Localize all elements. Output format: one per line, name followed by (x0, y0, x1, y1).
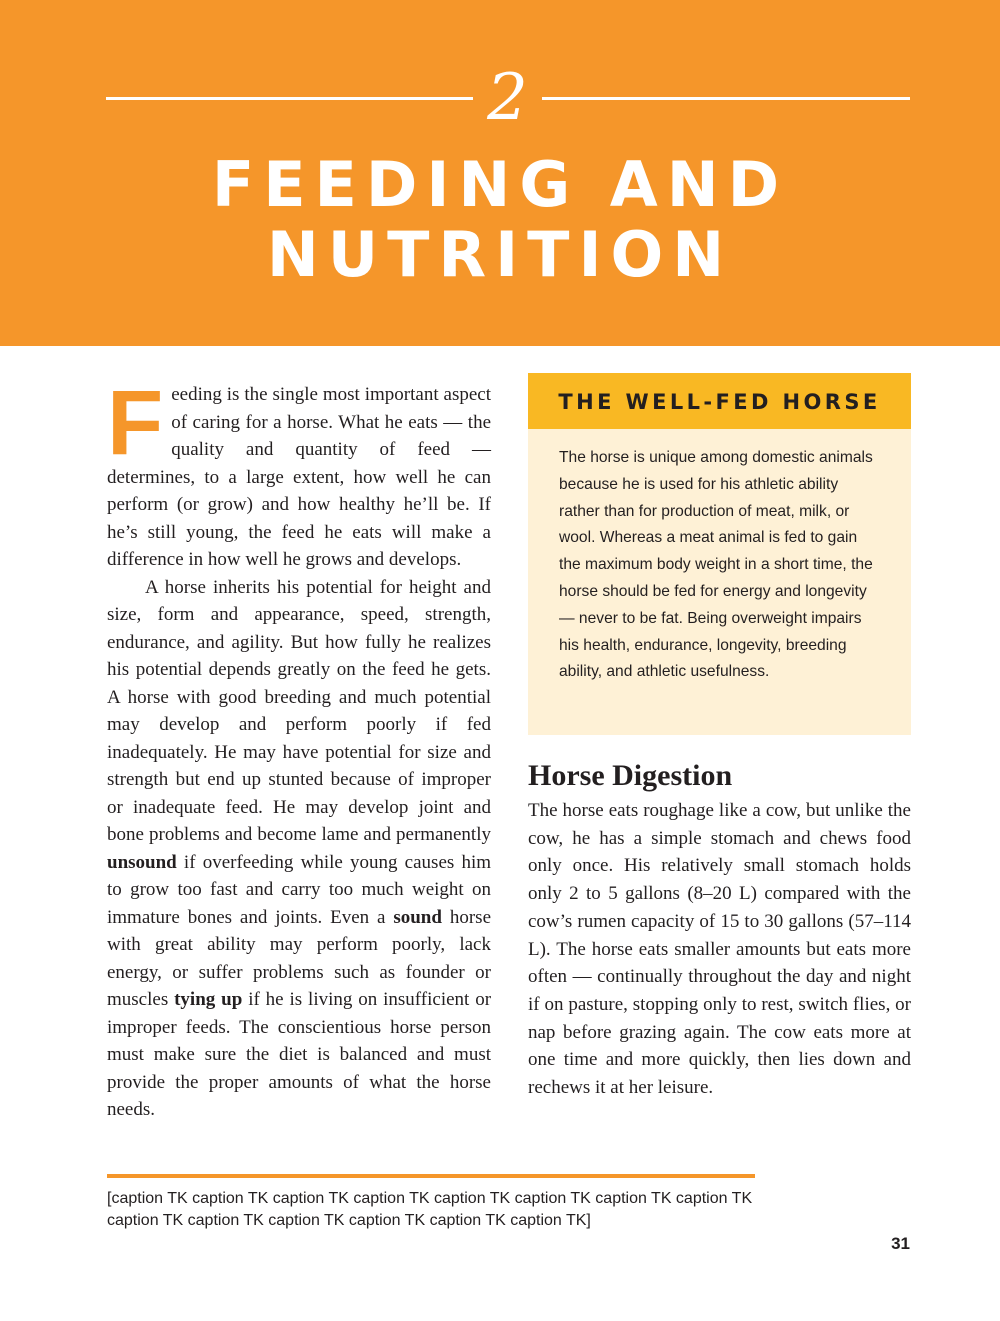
chapter-number: 2 (487, 61, 528, 135)
main-text-column (107, 372, 492, 1124)
intro-paragraph-text: eeding is the single most important aspect of caring for a horse. What he eats — the quality and quantity of feed — determines, to a large extent, how well he can perform (or grow) and how healthy he’ll be. If he’s still young, the feed he eats will make a difference in how well he grows and develops. (107, 384, 491, 570)
sidebar-text: The horse is unique among domestic animals because he is used for his athletic ability rather than for production of meat, milk, or wool. Whereas a meat animal is fed to gain the maximum body weight in a short time, the horse should be fed for energy and longevity — never to be fat. Being overweight impairs his health, endurance, longevity, breeding ability, and athletic usefulness. (559, 449, 873, 681)
potential-text-b: if overfeeding while young causes him to grow too fast and carry too much weight on immature bones and joints. Even a (107, 851, 492, 928)
caption-placeholder: [caption TK caption TK caption TK caption TK caption TK caption TK caption TK caption TK caption TK caption TK caption TK caption TK caption TK caption TK] (107, 1190, 753, 1229)
page-number: 31 (891, 1234, 910, 1253)
chapter-title-line1: FEEDING AND (211, 148, 789, 221)
drop-cap: F (107, 372, 164, 474)
potential-text-c: horse with great ability may perform poorly, lack energy, or suffer problems such as founder or muscles (107, 906, 491, 1010)
potential-text-d: if he is living on insufficient or improper feeds. The conscientious horse person must make sure the diet is balanced and must provide the proper amounts of what the horse needs. (107, 989, 492, 1120)
term-sound: sound (393, 906, 442, 928)
section-heading: Horse Digestion (528, 759, 733, 792)
chapter-title-line2: NUTRITION (266, 218, 734, 291)
digestion-paragraph: The horse eats roughage like a cow, but unlike the cow, he has a simple stomach and chews food only once. His relatively small stomach holds only 2 to 5 gallons (8–20 L) compared with the cow’s rumen capacity of 15 to 30 gallons (57–114 L). The horse eats smaller amounts but eats more often — continually throughout the day and night if on pasture, stopping only to rest, switch flies, or nap before grazing again. The cow eats more at one time and more quickly, then lies down and rechews it at her leisure. (528, 800, 911, 1099)
potential-text-a: A horse inherits his potential for height and size, form and appearance, speed, strength, endurance, and agility. But how fully he realizes his potential depends greatly on the feed he gets. A horse with good breeding and much potential may develop and perform poorly if fed inadequately. He may have potential for size and strength but end up stunted because of improper or inadequate feed. He may develop joint and bone problems and become lame and permanently (107, 576, 491, 845)
chapter-header-band (0, 0, 1000, 346)
sidebar-title: THE WELL-FED HORSE (528, 373, 911, 429)
term-unsound: unsound (107, 851, 177, 873)
digestion-text-column (528, 797, 911, 1102)
header-rule-left (106, 97, 473, 100)
potential-paragraph (107, 574, 491, 1124)
sidebar-box (528, 373, 911, 735)
intro-paragraph (107, 372, 491, 574)
caption-rule (107, 1174, 755, 1178)
chapter-title (0, 150, 1000, 290)
header-rule-right (542, 97, 910, 100)
term-tying-up: tying up (174, 989, 243, 1010)
